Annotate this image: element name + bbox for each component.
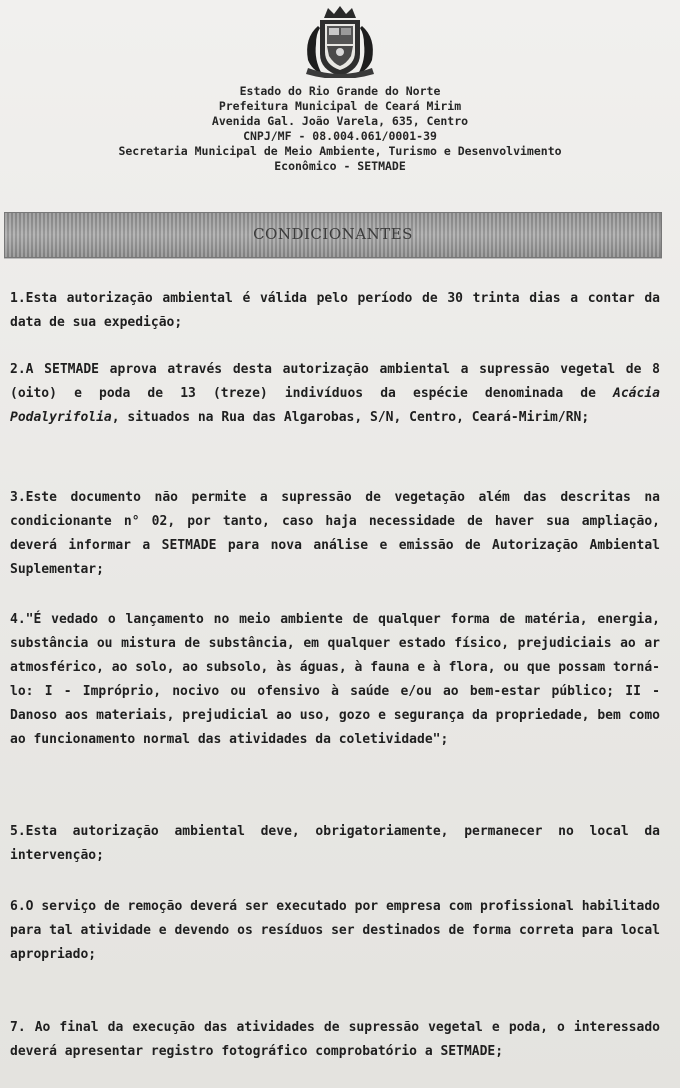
clause-4: 4."É vedado o lançamento no meio ambiente de qualquer forma de matéria, energia, substância ou mistura de substância, em qualquer estado físico, prejudiciais ao ar atmosférico, ao solo, ao subsolo, às águas, à fauna e à flora, ou que possam torná-lo: I - Impróprio, nocivo ou ofensivo à saúde e/ou ao bem-estar público; II - Danoso aos materiais, prejudicial ao uso, gozo e segurança da propriedade, bem como ao funcionamento normal das atividades da coletividade"; xyxy=(10,612,660,747)
document-header xyxy=(0,84,680,174)
municipal-coat-of-arms-icon xyxy=(294,4,386,78)
header-secretariat-cont: Econômico - SETMADE xyxy=(274,159,406,173)
header-state: Estado do Rio Grande do Norte xyxy=(239,84,441,98)
clause-6: 6.O serviço de remoção deverá ser executado por empresa com profissional habilitado para tal atividade e devendo os resíduos ser destinados de forma correta para local apropriado; xyxy=(10,899,660,962)
header-address: Avenida Gal. João Varela, 635, Centro xyxy=(211,114,469,128)
clause-1: 1.Esta autorização ambiental é válida pelo período de 30 trinta dias a contar da data de sua expedição; xyxy=(10,291,660,330)
header-secretariat: Secretaria Municipal de Meio Ambiente, Turismo e Desenvolvimento xyxy=(118,144,562,158)
clause-5: 5.Esta autorização ambiental deve, obrigatoriamente, permanecer no local da intervenção; xyxy=(10,824,660,863)
clause-7: 7. Ao final da execução das atividades de supressão vegetal e poda, o interessado deverá apresentar registro fotográfico comprobatório a SETMADE; xyxy=(10,1020,660,1059)
clause-3: 3.Este documento não permite a supressão de vegetação além das descritas na condicionante n° 02, por tanto, caso haja necessidade de haver sua ampliação, deverá informar a SETMADE para nova análise e emissão de Autorização Ambiental Suplementar; xyxy=(10,490,660,577)
species-name: Acácia Podalyrifolia xyxy=(10,386,660,425)
header-prefecture: Prefeitura Municipal de Ceará Mirim xyxy=(218,99,462,113)
condicionantes-banner xyxy=(4,212,662,258)
header-cnpj: CNPJ/MF - 08.004.061/0001-39 xyxy=(243,129,437,143)
banner-title: CONDICIONANTES xyxy=(253,225,413,243)
clause-2: 2.A SETMADE aprova através desta autorização ambiental a supressão vegetal de 8 (oito) e poda de 13 (treze) indivíduos da espécie denominada de Acácia Podalyrifolia, situados na Rua das Algarobas, S/N, Centro, Ceará-Mirim/RN; xyxy=(10,362,660,425)
